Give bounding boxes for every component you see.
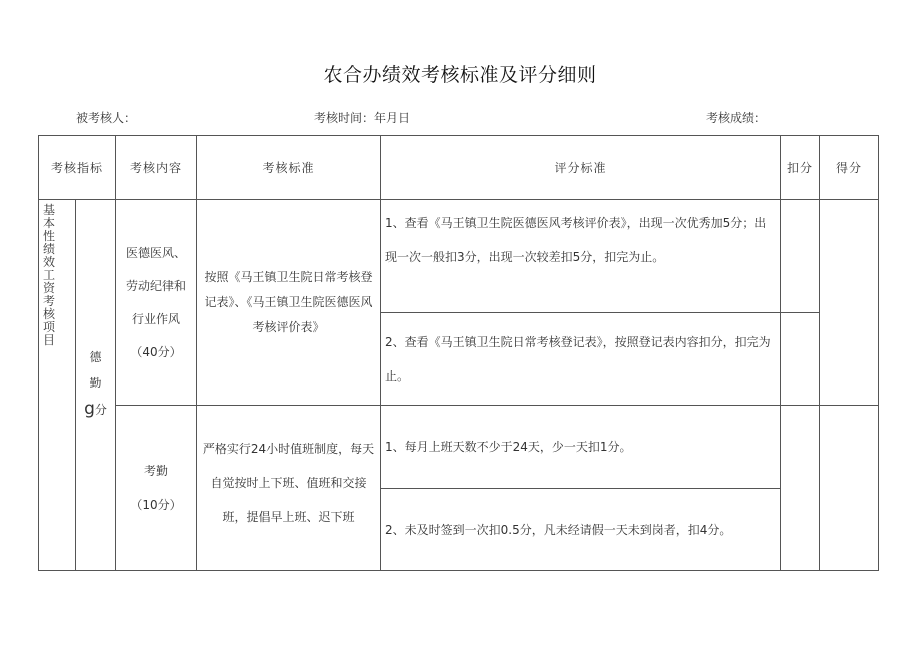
category-char: 核 [43, 307, 56, 321]
content-line: （10分） [130, 498, 182, 512]
content-ethics [116, 200, 197, 406]
subcategory-char: 德 [89, 350, 102, 364]
assessment-table [38, 135, 879, 571]
category-char: 资 [43, 281, 56, 295]
category-char: 考 [43, 294, 56, 308]
page-title: 农合办绩效考核标准及评分细则 [323, 64, 597, 86]
subcategory-value: g [84, 399, 95, 419]
header-row [39, 136, 879, 200]
header-criteria: 评分标准 [381, 136, 781, 200]
table-row [39, 200, 879, 313]
content-attendance [116, 406, 197, 571]
standard-attendance: 严格实行24小时值班制度，每天自觉按时上下班、值班和交接班，提倡早上班、迟下班 [197, 406, 381, 571]
header-deduct: 扣分 [781, 136, 820, 200]
category-char: 本 [43, 216, 56, 230]
points-cell [820, 200, 879, 406]
criteria-attendance-2: 2、未及时签到一次扣0.5分，凡未经请假一天未到岗者，扣4分。 [381, 489, 781, 571]
score-label: 考核成绩： [706, 111, 767, 125]
standard-ethics: 按照《马王镇卫生院日常考核登记表》、《马王镇卫生院医德医风考核评价表》 [197, 200, 381, 406]
criteria-attendance-1: 1、每月上班天数不少于24天，少一天扣1分。 [381, 406, 781, 489]
subcategory-cell [76, 200, 116, 571]
header-standard: 考核标准 [197, 136, 381, 200]
exam-time-label: 考核时间：年月日 [314, 111, 411, 125]
content-line: 劳动纪律和 [126, 278, 187, 293]
content-line: 考勤 [144, 464, 169, 478]
category-char: 工 [43, 268, 56, 282]
category-char: 绩 [43, 242, 56, 256]
criteria-ethics-1: 1、查看《马王镇卫生院医德医风考核评价表》，出现一次优秀加5分；出现一次一般扣3分，出现一次较差扣5分，扣完为止。 [381, 200, 781, 313]
content-line: 医德医风、 [126, 245, 187, 260]
deduct-cell [781, 313, 820, 406]
subcategory-points [76, 396, 115, 423]
points-cell [820, 406, 879, 571]
content-line: 行业作风 [132, 311, 181, 326]
category-cell [39, 200, 76, 571]
header-points: 得分 [820, 136, 879, 200]
header-content: 考核内容 [116, 136, 197, 200]
category-char: 项 [43, 320, 56, 334]
content-line: （40分） [130, 344, 182, 359]
criteria-ethics-2: 2、查看《马王镇卫生院日常考核登记表》，按照登记表内容扣分，扣完为止。 [381, 313, 781, 406]
category-char: 效 [43, 255, 56, 269]
deduct-cell [781, 200, 820, 313]
category-char: 性 [43, 229, 56, 243]
category-char: 目 [43, 333, 56, 347]
subcategory-unit: 分 [94, 403, 107, 417]
header-indicator: 考核指标 [39, 136, 116, 200]
deduct-cell [781, 406, 820, 571]
subcategory-char: 勤 [89, 376, 102, 390]
examinee-label: 被考核人： [76, 111, 137, 125]
category-char: 基 [43, 203, 56, 217]
table-row [39, 406, 879, 489]
